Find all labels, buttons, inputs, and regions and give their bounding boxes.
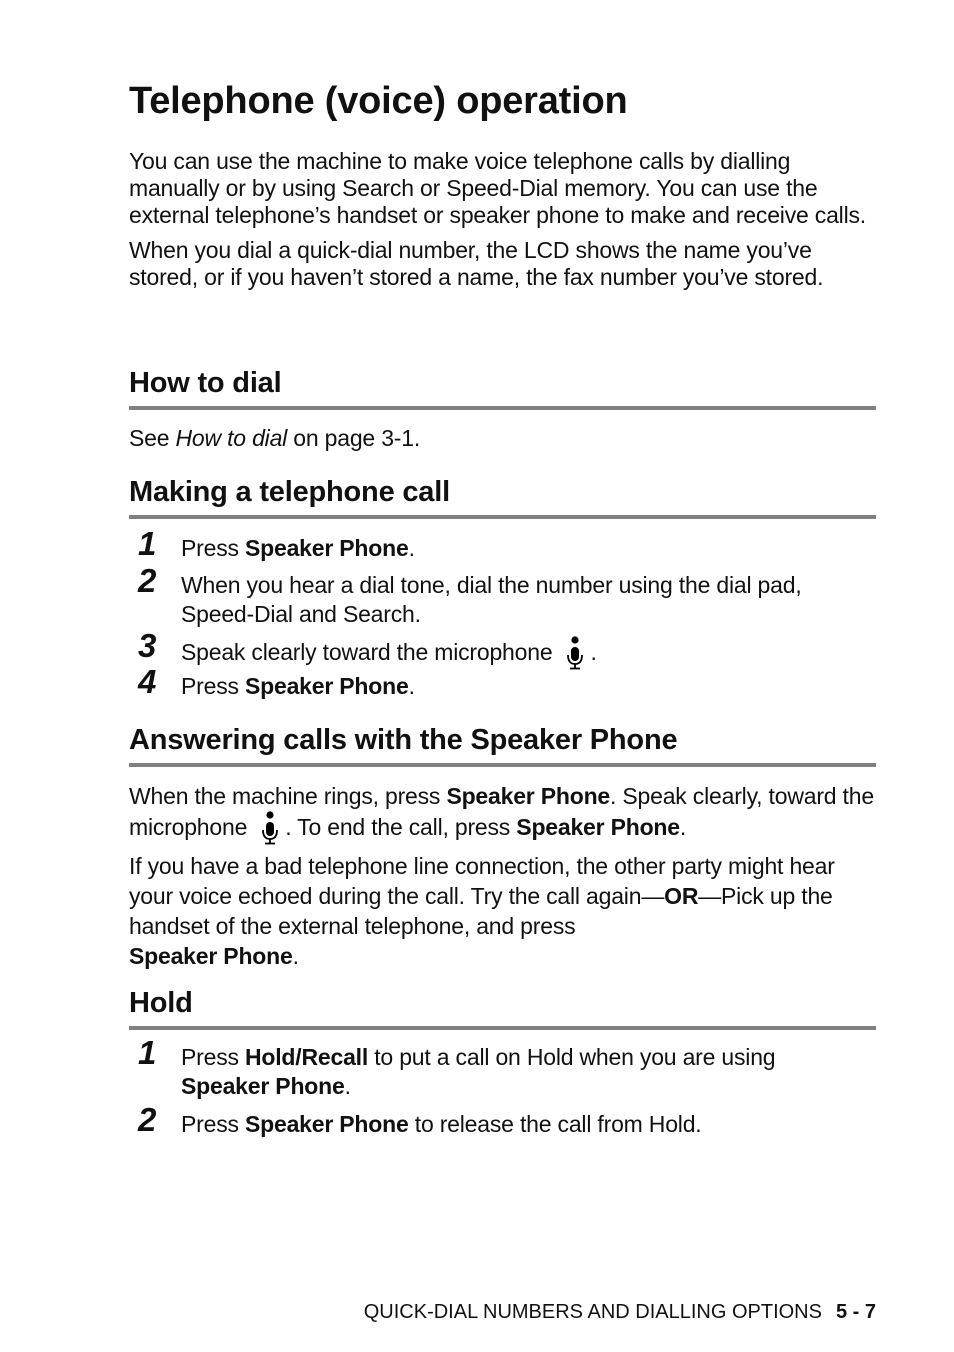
step-text: When you hear a dial tone, dial the number using the dial pad, Speed-Dial and Search.	[181, 572, 802, 627]
how-to-dial-heading: How to dial	[129, 366, 876, 410]
step-prefix: Press	[181, 1044, 245, 1070]
step-middle: to put a call on Hold when you are using	[368, 1044, 776, 1070]
speaker-phone-key: Speaker Phone	[129, 943, 293, 969]
step-suffix: .	[344, 1073, 351, 1099]
answering-text: . To end the call, press	[285, 814, 517, 840]
hold-heading: Hold	[129, 986, 876, 1030]
how-to-dial-text-after: on page 3-1.	[287, 425, 421, 451]
how-to-dial-text	[129, 425, 876, 452]
step-number: 1	[138, 1034, 157, 1071]
intro-section	[129, 148, 876, 291]
step-number: 2	[138, 1101, 157, 1138]
microphone-icon	[564, 636, 586, 670]
speaker-phone-key: Speaker Phone	[244, 1111, 409, 1137]
how-to-dial-text-before: See	[129, 425, 176, 451]
step-text	[181, 1043, 876, 1101]
step-prefix: Press	[181, 1111, 245, 1137]
making-call-heading: Making a telephone call	[129, 475, 876, 519]
making-call-section	[129, 475, 876, 519]
answering-text: —Pick up the handset of the external telephone, and press	[129, 883, 833, 939]
microphone-icon	[259, 811, 281, 845]
how-to-dial-link[interactable]: How to dial	[175, 425, 288, 451]
footer-section-title: QUICK-DIAL NUMBERS AND DIALLING OPTIONS	[363, 1301, 822, 1323]
answering-text: . Speak clearly, toward the microphone	[129, 783, 874, 840]
hold-recall-key: Hold/Recall	[244, 1044, 369, 1070]
answering-text: .	[679, 814, 687, 840]
answering-paragraph-2	[129, 851, 876, 971]
step-suffix: .	[590, 639, 597, 665]
step-number: 3	[138, 627, 157, 664]
step-text	[181, 534, 876, 563]
step-prefix: Press	[181, 535, 245, 561]
step-number: 1	[138, 525, 157, 562]
answering-paragraph-1	[129, 781, 876, 845]
step-suffix: to release the call from Hold.	[408, 1111, 702, 1137]
speaker-phone-key: Speaker Phone	[244, 673, 409, 699]
speaker-phone-key: Speaker Phone	[516, 814, 680, 840]
step-text	[181, 1110, 876, 1139]
page-number: 5 - 7	[835, 1301, 876, 1323]
page-footer	[364, 1301, 876, 1324]
speaker-phone-key: Speaker Phone	[181, 1073, 345, 1099]
answering-text: .	[292, 943, 299, 969]
step-prefix: Press	[181, 673, 245, 699]
intro-paragraph-1: You can use the machine to make voice telephone calls by dialling manually or by using Search or Speed-Dial memory. You can use the external telephone’s handset or speaker phone to make and receive calls.	[129, 148, 866, 228]
answering-text: If you have a bad telephone line connection, the other party might hear your voice echoed during the call. Try the call again—	[129, 853, 835, 909]
answering-heading: Answering calls with the Speaker Phone	[129, 723, 876, 767]
answering-section	[129, 723, 876, 971]
how-to-dial-section	[129, 366, 876, 452]
intro-paragraph-2: When you dial a quick-dial number, the LCD shows the name you’ve stored, or if you haven’t stored a name, the fax number you’ve stored.	[129, 237, 824, 290]
speaker-phone-key: Speaker Phone	[446, 783, 611, 809]
page-title: Telephone (voice) operation	[129, 80, 628, 122]
or-emphasis: OR	[664, 883, 699, 909]
hold-section	[129, 986, 876, 1030]
step-main-text: Speak clearly toward the microphone	[181, 639, 553, 665]
step-suffix: .	[408, 673, 415, 699]
answering-text: When the machine rings, press	[129, 783, 447, 809]
speaker-phone-key: Speaker Phone	[244, 535, 409, 561]
step-text	[181, 636, 876, 670]
step-suffix: .	[408, 535, 415, 561]
step-number: 4	[138, 663, 157, 700]
step-number: 2	[138, 562, 157, 599]
step-text	[181, 672, 876, 701]
